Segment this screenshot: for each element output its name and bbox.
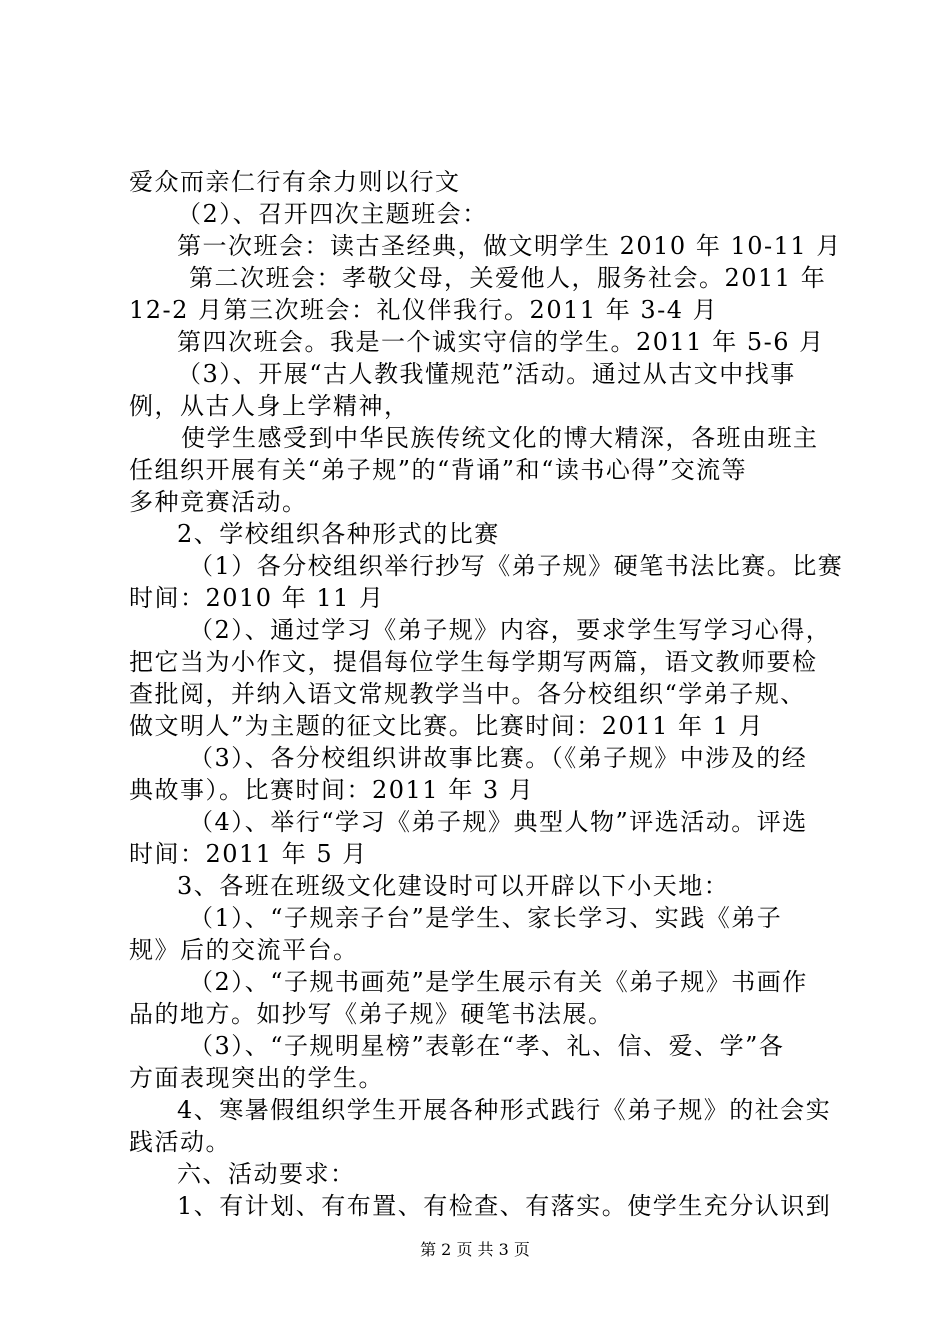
text-line: 践活动。 [129, 1128, 231, 1156]
text-line: 规》后的交流平台。 [129, 936, 359, 964]
text-line: 多种竞赛活动。 [129, 488, 308, 516]
text-line: 方面表现突出的学生。 [129, 1064, 384, 1092]
text-line: 六、活动要求： [177, 1160, 356, 1188]
text-line: 4、寒暑假组织学生开展各种形式践行《弟子规》的社会实 [177, 1096, 832, 1124]
text-line: 任组织开展有关“弟子规”的“背诵”和“读书心得”交流等 [129, 456, 748, 484]
text-line: 品的地方。如抄写《弟子规》硬笔书法展。 [129, 1000, 614, 1028]
text-line: （1）、“子规亲子台”是学生、家长学习、实践《弟子 [189, 904, 783, 932]
text-line: 时间：2011 年 5 月 [129, 840, 368, 868]
text-line: 第四次班会。我是一个诚实守信的学生。2011 年 5-6 月 [177, 328, 825, 356]
text-line: 典故事）。比赛时间：2011 年 3 月 [129, 776, 535, 804]
text-line: （3）、“子规明星榜”表彰在“孝、礼、信、爱、学”各 [189, 1032, 785, 1060]
text-line: 使学生感受到中华民族传统文化的博大精深，各班由班主 [181, 424, 819, 452]
text-line: 爱众而亲仁行有余力则以行文 [129, 168, 461, 196]
text-line: 把它当为小作文，提倡每位学生每学期写两篇，语文教师要检 [129, 648, 818, 676]
document-body [129, 166, 844, 1222]
text-line: 第二次班会：孝敬父母，关爱他人，服务社会。2011 年 [189, 264, 827, 292]
text-line: （3）、开展“古人教我懂规范”活动。通过从古文中找事 [177, 360, 796, 388]
text-line: 时间：2010 年 11 月 [129, 584, 385, 612]
text-line: （2）、“子规书画苑”是学生展示有关《弟子规》书画作 [189, 968, 808, 996]
page-number-footer: 第 2 页 共 3 页 [420, 1240, 530, 1259]
text-line: （3）、各分校组织讲故事比赛。（《弟子规》中涉及的经 [189, 744, 808, 772]
text-line: （1）各分校组织举行抄写《弟子规》硬笔书法比赛。比赛 [189, 552, 844, 580]
text-line: 1、有计划、有布置、有检查、有落实。使学生充分认识到 [177, 1192, 832, 1220]
text-line: 例，从古人身上学精神， [129, 392, 410, 420]
text-line: 第一次班会：读古圣经典，做文明学生 2010 年 10-11 月 [177, 232, 842, 260]
text-line: （2）、召开四次主题班会： [177, 200, 488, 228]
text-line: 做文明人”为主题的征文比赛。比赛时间：2011 年 1 月 [129, 712, 765, 740]
text-line: 3、各班在班级文化建设时可以开辟以下小天地： [177, 872, 730, 900]
text-line: （2）、通过学习《弟子规》内容，要求学生写学习心得， [189, 616, 832, 644]
text-line: 12-2 月第三次班会：礼仪伴我行。2011 年 3-4 月 [129, 296, 719, 324]
text-line: （4）、举行“学习《弟子规》典型人物”评选活动。评选 [189, 808, 808, 836]
text-line: 查批阅，并纳入语文常规教学当中。各分校组织“学弟子规、 [129, 680, 806, 708]
text-line: 2、学校组织各种形式的比赛 [177, 520, 500, 548]
